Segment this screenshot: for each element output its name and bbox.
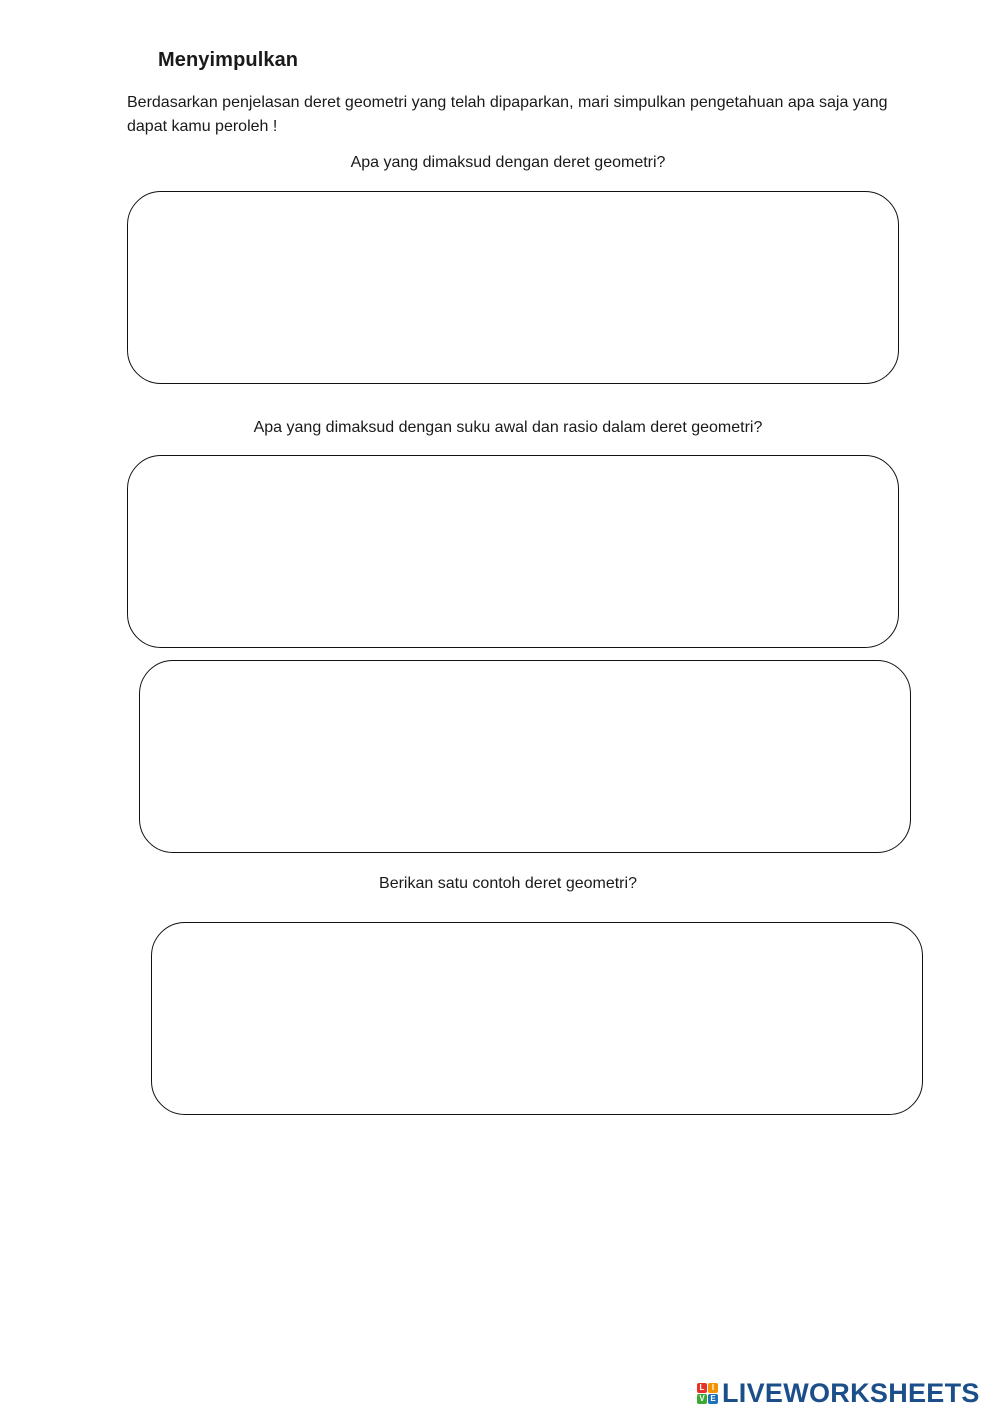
liveworksheets-logo: [697, 1378, 980, 1409]
question-1: Apa yang dimaksud dengan deret geometri?: [350, 154, 666, 171]
intro-text: Berdasarkan penjelasan deret geometri yang telah dipaparkan, mari simpulkan pengetahuan apa saja yang dapat kamu peroleh !: [127, 94, 888, 135]
answer-box-1[interactable]: [127, 191, 899, 384]
logo-mark-letter: L: [697, 1383, 707, 1393]
logo-mark-letter: I: [708, 1383, 718, 1393]
logo-mark-letter: E: [708, 1394, 718, 1404]
answer-box-3[interactable]: [139, 660, 911, 853]
question-4: Berikan satu contoh deret geometri?: [379, 875, 637, 892]
logo-mark-icon: [697, 1383, 718, 1404]
logo-mark-letter: V: [697, 1394, 707, 1404]
page-title: Menyimpulkan: [158, 49, 299, 71]
answer-box-2[interactable]: [127, 455, 899, 648]
logo-text: LIVEWORKSHEETS: [722, 1378, 980, 1408]
question-2: Apa yang dimaksud dengan suku awal dan rasio dalam deret geometri?: [253, 419, 763, 436]
answer-box-4[interactable]: [151, 922, 923, 1115]
